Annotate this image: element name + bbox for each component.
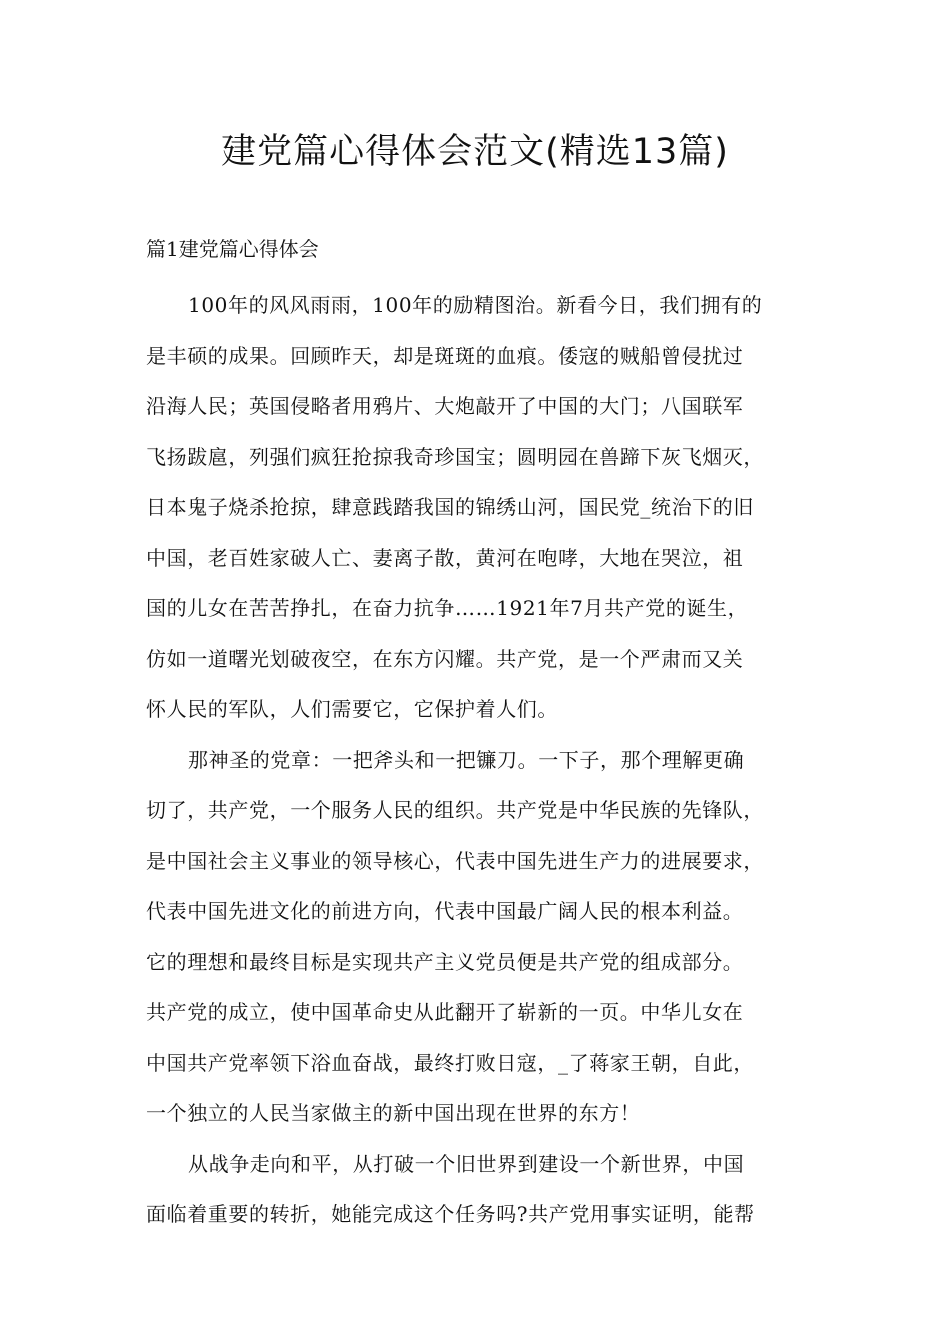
text-line: 日本鬼子烧杀抢掠，肆意践踏我国的锦绣山河，国民党_统治下的旧	[146, 495, 754, 519]
text-line: 那神圣的党章：一把斧头和一把镰刀。一下子，那个理解更确	[188, 747, 745, 772]
text-line: 100年的风风雨雨，100年的励精图治。新看今日，我们拥有的	[188, 293, 763, 317]
text-line: 一个独立的人民当家做主的新中国出现在世界的东方！	[146, 1101, 641, 1125]
text-line: 面临着重要的转折，她能完成这个任务吗?共产党用事实证明，能帮	[146, 1202, 755, 1226]
paragraph-1	[146, 280, 826, 735]
text-line: 代表中国先进文化的前进方向，代表中国最广阔人民的根本利益。	[146, 899, 744, 923]
document-body	[146, 230, 826, 1240]
text-line: 是丰硕的成果。回顾昨天，却是斑斑的血痕。倭寇的贼船曾侵扰过	[146, 343, 744, 368]
text-line: 切了，共产党，一个服务人民的组织。共产党是中华民族的先锋队，	[146, 798, 764, 822]
paragraph-2	[146, 735, 826, 1139]
text-line: 飞扬跋扈，列强们疯狂抢掠我奇珍国宝；圆明园在兽蹄下灰飞烟灭，	[146, 444, 764, 469]
text-line: 仿如一道曙光划破夜空，在东方闪耀。共产党，是一个严肃而又关	[146, 646, 744, 671]
paragraph-3	[146, 1139, 826, 1240]
text-line: 沿海人民；英国侵略者用鸦片、大炮敲开了中国的大门；八国联军	[146, 394, 744, 418]
text-line: 中国共产党率领下浴血奋战，最终打败日寇，_了蒋家王朝，自此，	[146, 1050, 754, 1075]
document-title: 建党篇心得体会范文(精选13篇)	[221, 132, 729, 172]
text-line: 从战争走向和平，从打破一个旧世界到建设一个新世界，中国	[188, 1151, 745, 1176]
text-line: 中国，老百姓家破人亡、妻离子散，黄河在咆哮，大地在哭泣，祖	[146, 545, 744, 570]
text-line: 怀人民的军队，人们需要它，它保护着人们。	[146, 697, 558, 721]
section-heading: 篇1建党篇心得体会	[146, 237, 319, 261]
text-line: 它的理想和最终目标是实现共产主义党员便是共产党的组成部分。	[146, 949, 744, 974]
text-line: 共产党的成立，使中国革命史从此翻开了崭新的一页。中华儿女在	[146, 1000, 744, 1024]
text-line: 是中国社会主义事业的领导核心，代表中国先进生产力的进展要求，	[146, 848, 764, 873]
text-line: 国的儿女在苦苦挣扎，在奋力抗争……1921年7月共产党的诞生，	[146, 596, 749, 620]
